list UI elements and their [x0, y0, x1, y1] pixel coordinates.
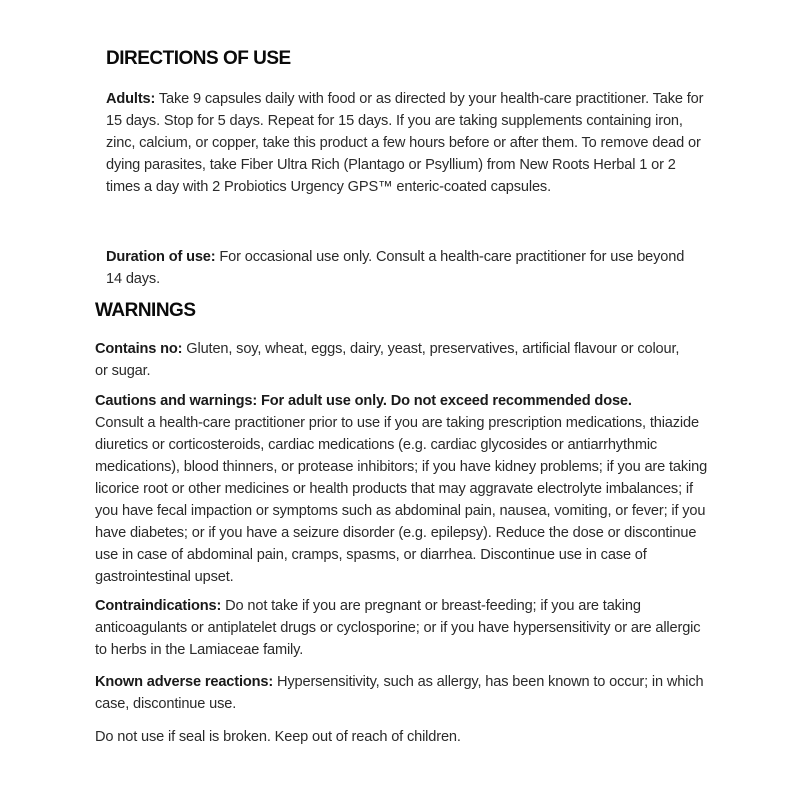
contraindications-label: Contraindications: — [95, 598, 222, 614]
adverse-reactions-label: Known adverse reactions: — [95, 674, 274, 690]
contains-text: Gluten, soy, wheat, eggs, dairy, yeast, preservatives, artificial flavour or colour, or sugar. — [95, 341, 680, 379]
contraindications-text: Do not take if you are pregnant or breast-feeding; if you are taking anticoagulants or antiplatelet drugs or cyclosporine; or if you have hypersensitivity or are allergic to herbs in the Lamiaceae family. — [95, 598, 701, 658]
contains-paragraph — [95, 338, 685, 382]
adverse-reactions-paragraph — [95, 671, 710, 715]
seal-warning: Do not use if seal is broken. Keep out of reach of children. — [95, 729, 461, 745]
adults-text: Take 9 capsules daily with food or as directed by your health-care practitioner. Take for 15 days. Stop for 5 days. Repeat for 15 days. If you are taking supplements containing iron, zinc, calcium, or copper, take this product a few hours before or after them. To remove dead or dying parasites, take Fiber Ultra Rich (Plantago or Psyllium) from New Roots Herbal 1 or 2 times a day with 2 Probiotics Urgency GPS™ enteric-coated capsules. — [106, 91, 704, 195]
directions-heading: DIRECTIONS OF USE — [106, 48, 291, 69]
cautions-text: Consult a health-care practitioner prior to use if you are taking prescription medications, thiazide diuretics or corticosteroids, cardiac medications (e.g. cardiac glycosides or antiarrhythmic medications), blood thinners, or protease inhibitors; if you have kidney problems; if you are taking licorice root or other medicines or health products that may aggravate electrolyte imbalances; if you have fecal impaction or symptoms such as abdominal pain, nausea, vomiting, or fever; if you have diabetes; or if you have a seizure disorder (e.g. epilepsy). Reduce the dose or discontinue use in case of abdominal pain, cramps, spasms, or diarrhea. Discontinue use in case of gastrointestinal upset. — [95, 415, 708, 585]
warnings-heading: WARNINGS — [95, 300, 196, 321]
cautions-paragraph — [95, 390, 710, 588]
adults-label: Adults: — [106, 91, 156, 107]
duration-label: Duration of use: — [106, 249, 216, 265]
cautions-label: Cautions and warnings: For adult use only. Do not exceed recommended dose. — [95, 393, 632, 409]
contains-label: Contains no: — [95, 341, 183, 357]
duration-paragraph — [106, 246, 696, 290]
adverse-reactions-text: Hypersensitivity, such as allergy, has been known to occur; in which case, discontinue use. — [95, 674, 704, 712]
duration-text: For occasional use only. Consult a health-care practitioner for use beyond 14 days. — [106, 249, 685, 287]
adults-paragraph — [106, 88, 706, 198]
contraindications-paragraph — [95, 595, 710, 661]
